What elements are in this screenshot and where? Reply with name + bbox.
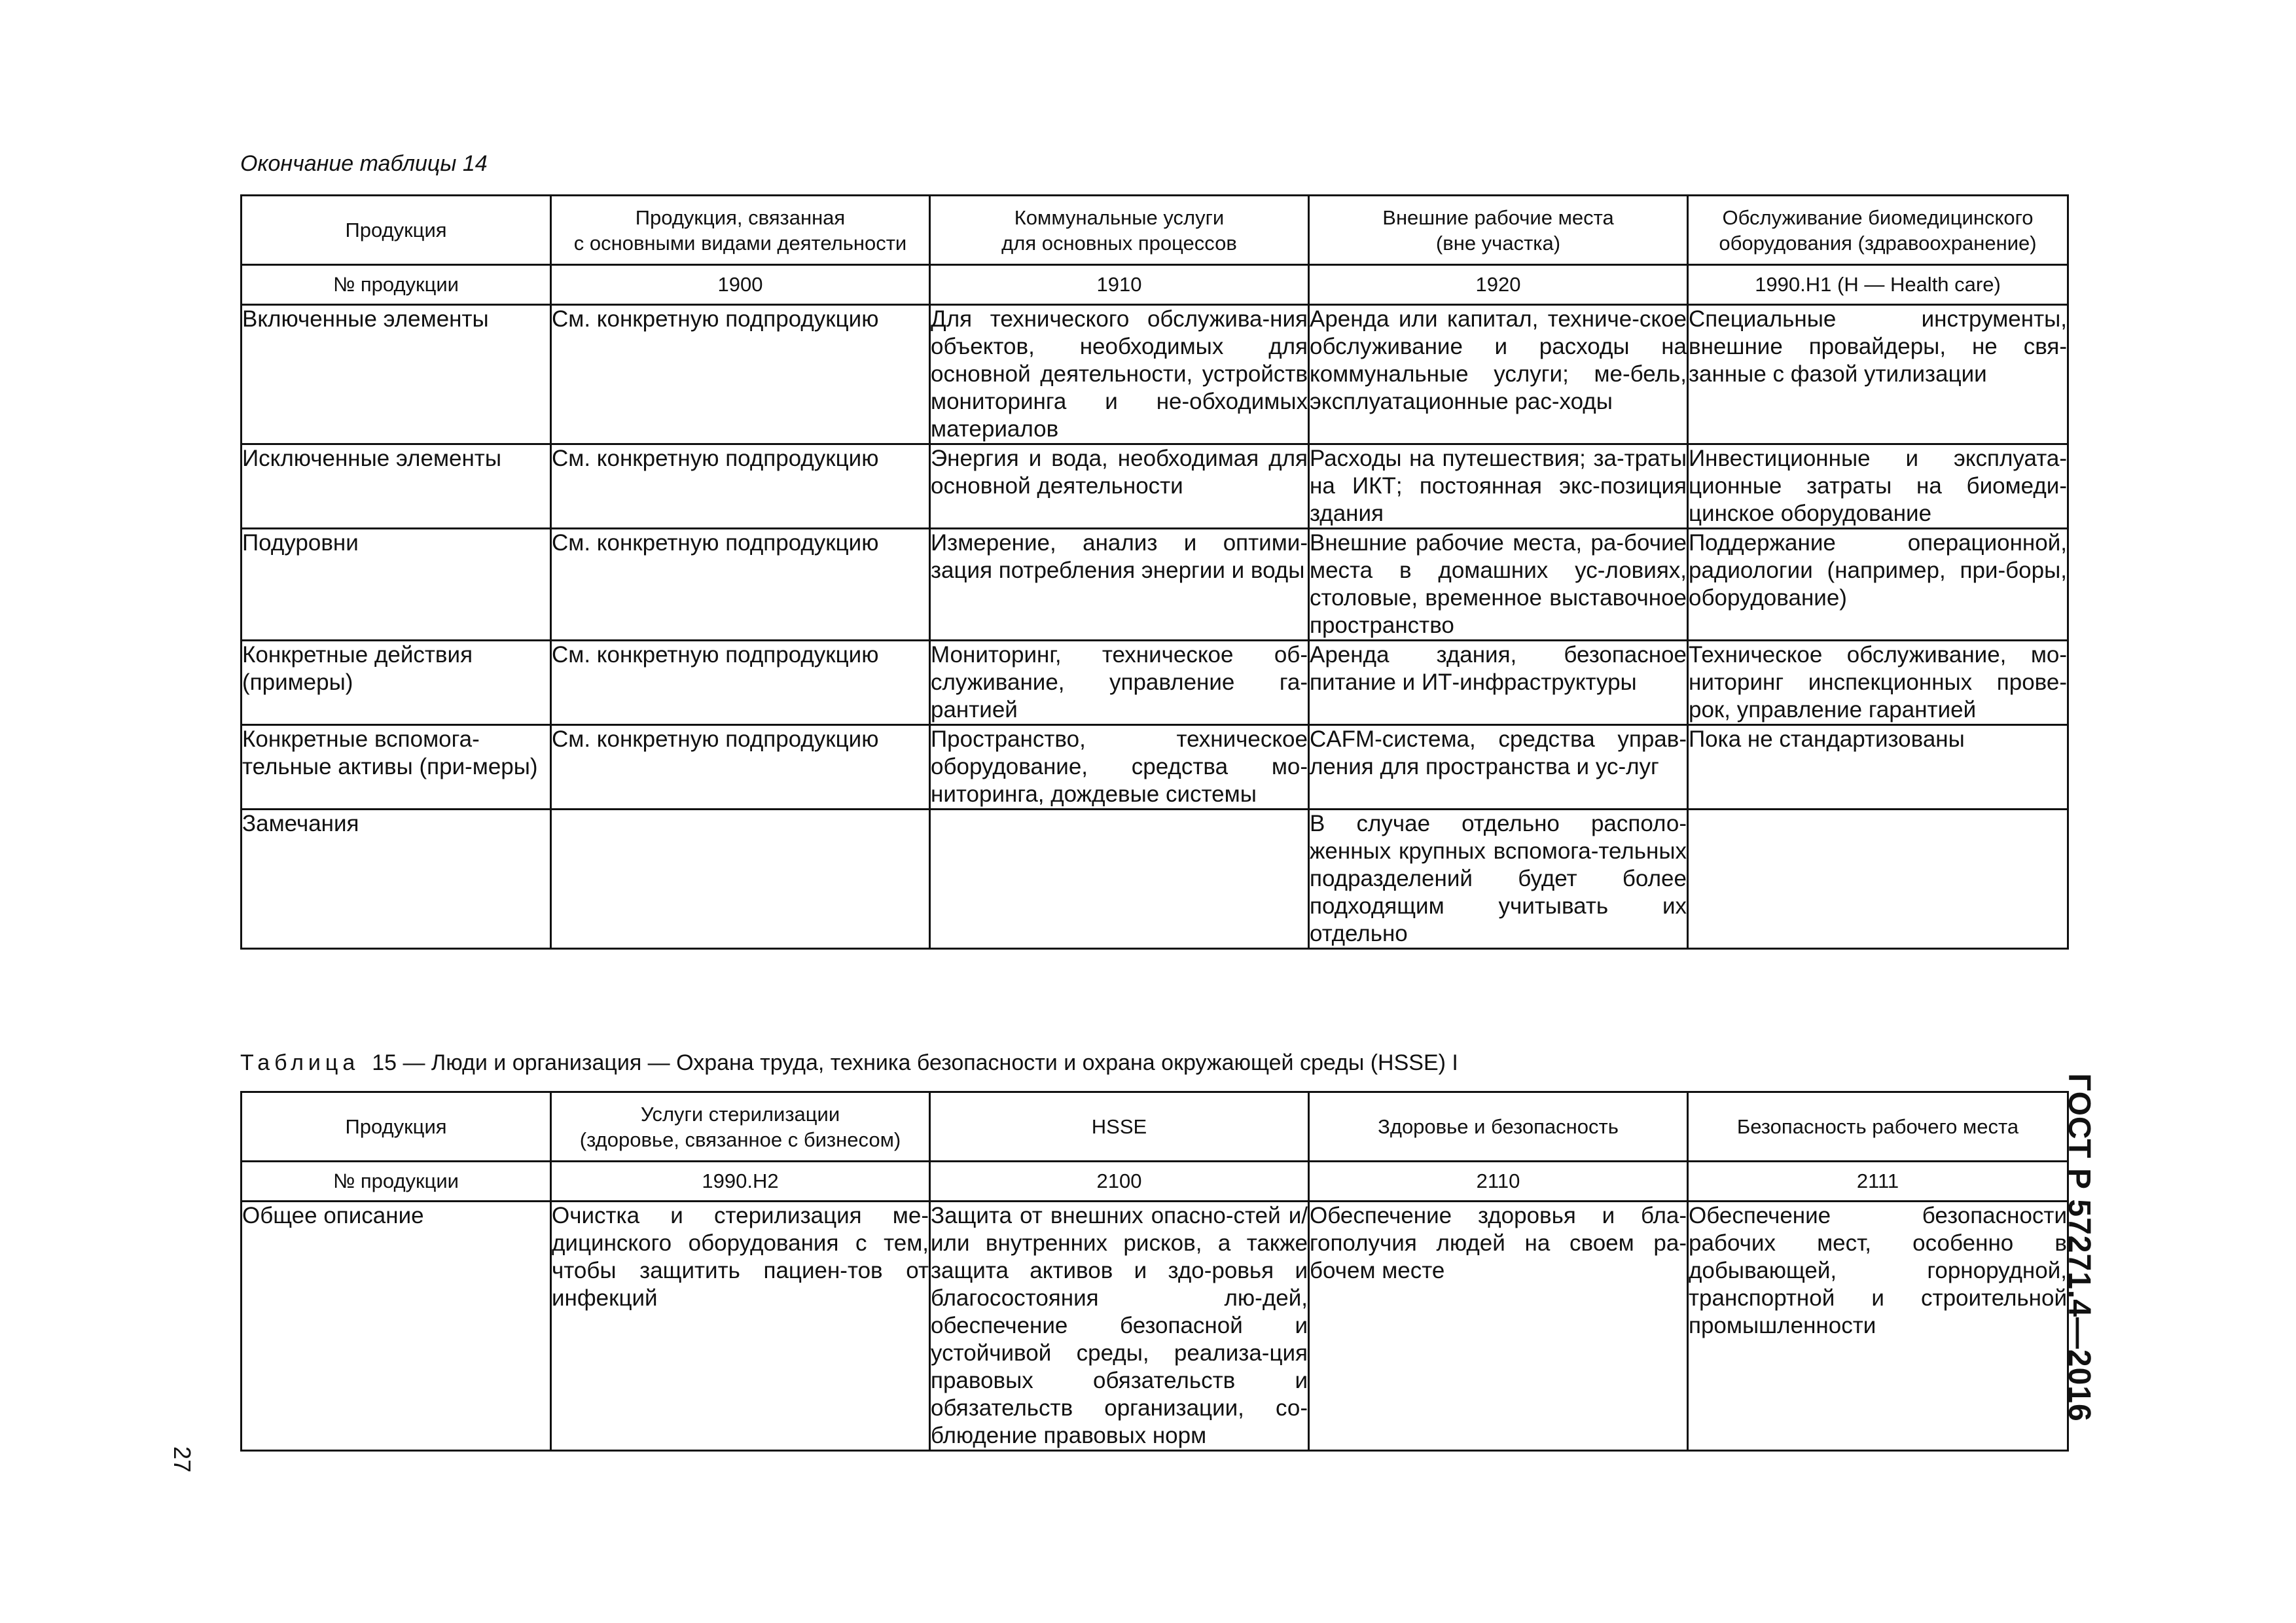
header-line: Обслуживание биомедицинского оборудования (здравоохранение): [1719, 205, 2037, 255]
table-cell: Расходы на путешествия; за-траты на ИКТ; постоянная экс-позиция здания: [1309, 444, 1688, 529]
table-row: [242, 529, 2068, 641]
header-cell: Продукция: [242, 1092, 551, 1162]
product-number: 1990.H1 (H — Health care): [1688, 265, 2068, 305]
table-cell: Специальные инструменты, внешние провайдеры, не свя-занные с фазой утилизации: [1688, 305, 2068, 444]
table-cell: См. конкретную подпродукцию: [551, 529, 930, 641]
table-cell: [1688, 810, 2068, 949]
header-cell: Продукция: [242, 196, 551, 265]
table-row: [242, 1202, 2068, 1451]
header-cell: Здоровье и безопасность: [1309, 1092, 1688, 1162]
product-number: 2111: [1688, 1162, 2068, 1202]
table-cell: Внешние рабочие места, ра-бочие места в домашних ус-ловиях, столовые, временное выставочное пространство: [1309, 529, 1688, 641]
row-label: Включенные элементы: [242, 305, 551, 444]
table-row: [242, 641, 2068, 725]
table-cell: Мониторинг, техническое об-служивание, управление га-рантией: [930, 641, 1309, 725]
table-cell: [551, 810, 930, 949]
table-header-row: [242, 1092, 2068, 1162]
header-cell: [551, 1092, 930, 1162]
table-cell: Поддержание операционной, радиологии (например, при-боры, оборудование): [1688, 529, 2068, 641]
header-line: Внешние рабочие места (вне участка): [1382, 205, 1614, 255]
table-header-row: [242, 196, 2068, 265]
table-15: [240, 1091, 2069, 1452]
product-number: 1900: [551, 265, 930, 305]
header-cell: [1309, 196, 1688, 265]
table-cell: См. конкретную подпродукцию: [551, 725, 930, 810]
header-cell: [551, 196, 930, 265]
table-row: [242, 810, 2068, 949]
table-14: [240, 194, 2069, 950]
table-cell: Пространство, техническое оборудование, средства мо-ниторинга, дождевые системы: [930, 725, 1309, 810]
row-label: Общее описание: [242, 1202, 551, 1451]
table-cell: Очистка и стерилизация ме-дицинского оборудования с тем, чтобы защитить пациен-тов от инфекций: [551, 1202, 930, 1451]
product-number-row: [242, 1162, 2068, 1202]
table-14-caption: Окончание таблицы 14: [240, 151, 488, 176]
table-cell: В случае отдельно располо-женных крупных вспомога-тельных подразделений будет более подходящим учитывать их отдельно: [1309, 810, 1688, 949]
table-cell: [930, 810, 1309, 949]
table-row: [242, 444, 2068, 529]
row-label: Подуровни: [242, 529, 551, 641]
row-label: Конкретные действия (примеры): [242, 641, 551, 725]
page-number: 27: [169, 1446, 196, 1473]
header-line: Продукция, связанная с основными видами деятельности: [573, 205, 907, 255]
table-cell: Аренда здания, безопасное питание и ИТ-инфраструктуры: [1309, 641, 1688, 725]
row-label: Конкретные вспомога-тельные активы (при-меры): [242, 725, 551, 810]
table-cell: Измерение, анализ и оптими-зация потребления энергии и воды: [930, 529, 1309, 641]
product-number: 2100: [930, 1162, 1309, 1202]
caption-word: Таблица: [240, 1050, 360, 1075]
row-label: Исключенные элементы: [242, 444, 551, 529]
header-cell: [1688, 196, 2068, 265]
table-cell: Пока не стандартизованы: [1688, 725, 2068, 810]
table-cell: Обеспечение здоровья и бла-гополучия людей на своем ра-бочем месте: [1309, 1202, 1688, 1451]
product-number: 2110: [1309, 1162, 1688, 1202]
product-number: 1910: [930, 265, 1309, 305]
product-number-row: [242, 265, 2068, 305]
table-cell: Обеспечение безопасности рабочих мест, особенно в добывающей, горнорудной, транспортной и строительной промышленности: [1688, 1202, 2068, 1451]
header-cell: [930, 196, 1309, 265]
caption-title: 15 — Люди и организация — Охрана труда, техника безопасности и охрана окружающей среды (HSSE) I: [372, 1050, 1458, 1075]
table-row: [242, 725, 2068, 810]
table-cell: Для технического обслужива-ния объектов, необходимых для основной деятельности, устройств мониторинга и не-обходимых материалов: [930, 305, 1309, 444]
header-cell: HSSE: [930, 1092, 1309, 1162]
table-cell: См. конкретную подпродукцию: [551, 444, 930, 529]
product-number: 1920: [1309, 265, 1688, 305]
table-cell: Инвестиционные и эксплуата-ционные затраты на биомеди-цинское оборудование: [1688, 444, 2068, 529]
header-line: Коммунальные услуги для основных процессов: [1001, 205, 1237, 255]
table-cell: CAFM-система, средства управ-ления для пространства и ус-луг: [1309, 725, 1688, 810]
table-cell: Защита от внешних опасно-стей и/или внутренних рисков, а также защита активов и здо-ровья и благосостояния лю-дей, обеспечение безопасной и устойчивой среды, реализа-ция правовых обязательств и обязательств организации, со-блюдение правовых норм: [930, 1202, 1309, 1451]
table-cell: Техническое обслуживание, мо-ниторинг инспекционных прове-рок, управление гарантией: [1688, 641, 2068, 725]
table-cell: См. конкретную подпродукцию: [551, 305, 930, 444]
document-code: ГОСТ Р 57271.4—2016: [2062, 1073, 2096, 1422]
table-15-caption: [240, 1048, 1458, 1077]
table-cell: Энергия и вода, необходимая для основной деятельности: [930, 444, 1309, 529]
header-cell: Безопасность рабочего места: [1688, 1092, 2068, 1162]
table-row: [242, 305, 2068, 444]
product-number: 1990.H2: [551, 1162, 930, 1202]
row-label: Замечания: [242, 810, 551, 949]
product-number-label: № продукции: [242, 1162, 551, 1202]
product-number-label: № продукции: [242, 265, 551, 305]
table-cell: См. конкретную подпродукцию: [551, 641, 930, 725]
table-cell: Аренда или капитал, техниче-ское обслуживание и расходы на коммунальные услуги; ме-бель, эксплуатационные рас-ходы: [1309, 305, 1688, 444]
header-line: Услуги стерилизации (здоровье, связанное с бизнесом): [579, 1102, 901, 1151]
